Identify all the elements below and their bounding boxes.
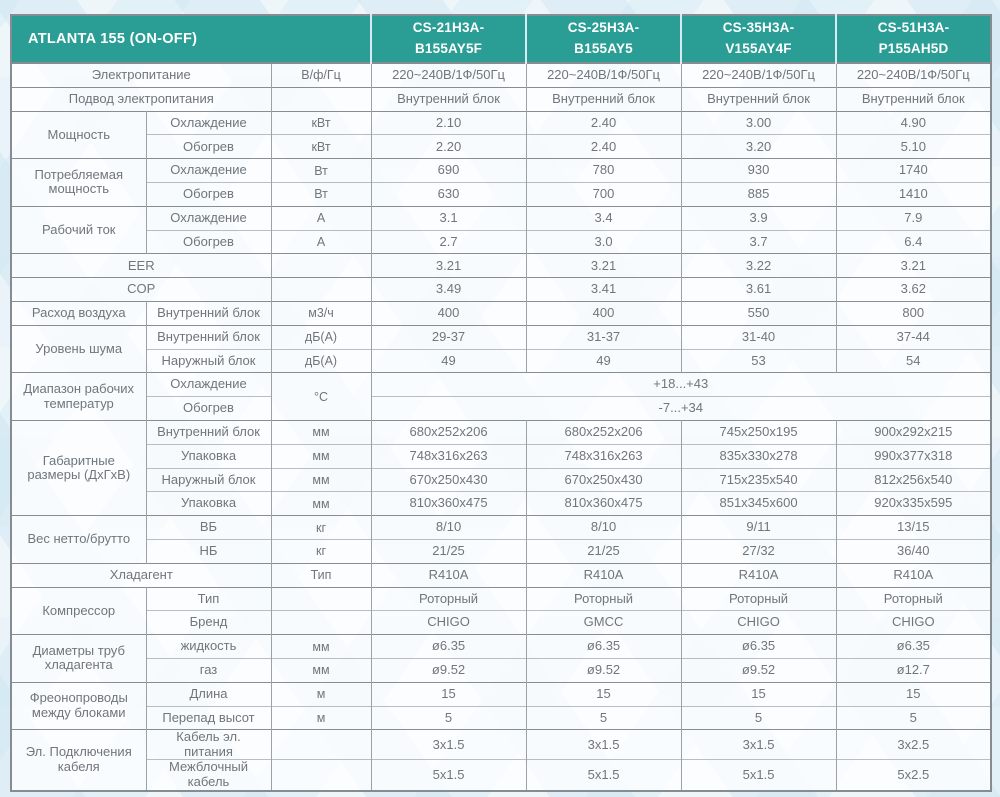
spec-value-cell: 21/25 xyxy=(526,539,681,563)
spec-value-cell: 9/11 xyxy=(681,516,836,540)
spec-value-cell: 810x360x475 xyxy=(526,492,681,516)
spec-value-cell: 3x1.5 xyxy=(371,730,526,760)
spec-value-cell: 3x1.5 xyxy=(526,730,681,760)
spec-value-cell: 3.49 xyxy=(371,278,526,302)
spec-value-cell: 31-37 xyxy=(526,325,681,349)
spec-value-cell: 31-40 xyxy=(681,325,836,349)
spec-unit-cell xyxy=(271,730,371,760)
spec-row xyxy=(11,230,991,254)
spec-row xyxy=(11,539,991,563)
spec-value-cell: 2.40 xyxy=(526,135,681,159)
spec-value-cell: R410A xyxy=(526,563,681,587)
spec-unit-cell: Вт xyxy=(271,182,371,206)
spec-value-cell: 930 xyxy=(681,159,836,183)
spec-value-cell: 700 xyxy=(526,182,681,206)
spec-sub-cell: Длина xyxy=(146,682,271,706)
spec-unit-cell: дБ(А) xyxy=(271,325,371,349)
spec-table-body xyxy=(11,63,991,791)
spec-value-cell: 3.0 xyxy=(526,230,681,254)
spec-row xyxy=(11,206,991,230)
spec-value-cell: 745x250x195 xyxy=(681,420,836,444)
spec-value-cell: 680x252x206 xyxy=(526,420,681,444)
spec-label-cell: Мощность xyxy=(11,111,146,159)
spec-value-cell: 5 xyxy=(681,706,836,730)
spec-row xyxy=(11,301,991,325)
spec-value-cell: ø9.52 xyxy=(526,658,681,682)
spec-value-cell: 812x256x540 xyxy=(836,468,991,492)
spec-value-cell: 3.4 xyxy=(526,206,681,230)
spec-sub-cell: НБ xyxy=(146,539,271,563)
spec-value-cell: 6.4 xyxy=(836,230,991,254)
spec-unit-cell xyxy=(271,87,371,111)
spec-value-cell: ø12.7 xyxy=(836,658,991,682)
spec-value-cell: 2.40 xyxy=(526,111,681,135)
spec-sub-cell: Упаковка xyxy=(146,492,271,516)
spec-value-cell: 3.1 xyxy=(371,206,526,230)
spec-value-cell: ø6.35 xyxy=(681,635,836,659)
spec-value-cell: 220~240В/1Ф/50Гц xyxy=(526,63,681,87)
spec-value-cell: 8/10 xyxy=(371,516,526,540)
spec-unit-cell: мм xyxy=(271,658,371,682)
spec-value-cell: CHIGO xyxy=(836,611,991,635)
spec-label-cell: Габаритные размеры (ДхГхВ) xyxy=(11,420,146,515)
spec-row xyxy=(11,87,991,111)
spec-value-cell: 54 xyxy=(836,349,991,373)
spec-row xyxy=(11,254,991,278)
spec-row xyxy=(11,492,991,516)
spec-sub-cell: Внутренний блок xyxy=(146,420,271,444)
spec-value-cell: 8/10 xyxy=(526,516,681,540)
spec-value-cell: 5x1.5 xyxy=(371,760,526,791)
spec-row xyxy=(11,658,991,682)
spec-value-cell: 220~240В/1Ф/50Гц xyxy=(371,63,526,87)
spec-value-cell: ø6.35 xyxy=(836,635,991,659)
model-column-header xyxy=(681,15,836,63)
spec-unit-cell: кг xyxy=(271,516,371,540)
spec-unit-cell: В/ф/Гц xyxy=(271,63,371,87)
spec-unit-cell: А xyxy=(271,206,371,230)
spec-unit-cell: кВт xyxy=(271,111,371,135)
model-name-line2: V155AY4F xyxy=(725,41,792,56)
spec-label-cell: Подвод электропитания xyxy=(11,87,271,111)
spec-value-cell: 748x316x263 xyxy=(526,444,681,468)
spec-label-cell: Потребляемая мощность xyxy=(11,159,146,207)
spec-unit-cell xyxy=(271,611,371,635)
spec-value-cell: +18...+43 xyxy=(371,373,991,397)
spec-row xyxy=(11,278,991,302)
spec-value-cell: 900x292x215 xyxy=(836,420,991,444)
spec-value-cell: 990x377x318 xyxy=(836,444,991,468)
spec-value-cell: 2.7 xyxy=(371,230,526,254)
spec-table xyxy=(10,14,992,792)
spec-value-cell: 885 xyxy=(681,182,836,206)
spec-value-cell: 4.90 xyxy=(836,111,991,135)
spec-value-cell: 13/15 xyxy=(836,516,991,540)
spec-value-cell: 29-37 xyxy=(371,325,526,349)
spec-value-cell: 5.10 xyxy=(836,135,991,159)
spec-value-cell: 49 xyxy=(371,349,526,373)
spec-unit-cell: Тип xyxy=(271,563,371,587)
spec-row xyxy=(11,63,991,87)
spec-label-cell: Вес нетто/брутто xyxy=(11,516,146,564)
spec-value-cell: 5x1.5 xyxy=(526,760,681,791)
spec-row xyxy=(11,516,991,540)
spec-value-cell: 3.20 xyxy=(681,135,836,159)
spec-sheet xyxy=(10,14,990,792)
spec-value-cell: 3x2.5 xyxy=(836,730,991,760)
spec-value-cell: Внутренний блок xyxy=(371,87,526,111)
spec-value-cell: R410A xyxy=(371,563,526,587)
spec-sub-cell: газ xyxy=(146,658,271,682)
spec-value-cell: ø9.52 xyxy=(681,658,836,682)
spec-value-cell: CHIGO xyxy=(371,611,526,635)
spec-row xyxy=(11,563,991,587)
spec-value-cell: 550 xyxy=(681,301,836,325)
spec-row xyxy=(11,397,991,421)
spec-label-cell: Диапазон рабочих температур xyxy=(11,373,146,421)
model-name-line2: P155AH5D xyxy=(878,41,949,56)
spec-sub-cell: Упаковка xyxy=(146,444,271,468)
spec-sub-cell: Обогрев xyxy=(146,397,271,421)
spec-value-cell: 748x316x263 xyxy=(371,444,526,468)
spec-value-cell: 2.10 xyxy=(371,111,526,135)
spec-value-cell: 49 xyxy=(526,349,681,373)
spec-row xyxy=(11,760,991,791)
spec-sub-cell: Кабель эл. питания xyxy=(146,730,271,760)
spec-value-cell: 220~240В/1Ф/50Гц xyxy=(836,63,991,87)
spec-value-cell: 37-44 xyxy=(836,325,991,349)
spec-row xyxy=(11,135,991,159)
spec-sub-cell: Обогрев xyxy=(146,182,271,206)
spec-value-cell: 920x335x595 xyxy=(836,492,991,516)
model-column-header xyxy=(526,15,681,63)
model-name-line1: CS-21H3A- xyxy=(412,20,485,36)
spec-value-cell: Роторный xyxy=(371,587,526,611)
spec-value-cell: 810x360x475 xyxy=(371,492,526,516)
spec-value-cell: 3.21 xyxy=(836,254,991,278)
spec-value-cell: 3.00 xyxy=(681,111,836,135)
spec-value-cell: 7.9 xyxy=(836,206,991,230)
spec-value-cell: 680x252x206 xyxy=(371,420,526,444)
spec-sub-cell: Межблочный кабель xyxy=(146,760,271,791)
spec-value-cell: Роторный xyxy=(681,587,836,611)
spec-label-cell: Расход воздуха xyxy=(11,301,146,325)
model-name-line1: CS-51H3A- xyxy=(877,20,950,36)
spec-value-cell: Внутренний блок xyxy=(526,87,681,111)
spec-label-cell: Компрессор xyxy=(11,587,146,635)
spec-unit-cell: кг xyxy=(271,539,371,563)
spec-unit-cell xyxy=(271,278,371,302)
spec-value-cell: 53 xyxy=(681,349,836,373)
spec-value-cell: 21/25 xyxy=(371,539,526,563)
spec-label-cell: EER xyxy=(11,254,271,278)
model-name-line2: B155AY5F xyxy=(414,41,483,56)
spec-unit-cell xyxy=(271,760,371,791)
spec-value-cell: 800 xyxy=(836,301,991,325)
spec-value-cell: 835x330x278 xyxy=(681,444,836,468)
spec-value-cell: 15 xyxy=(371,682,526,706)
spec-value-cell: 670x250x430 xyxy=(371,468,526,492)
spec-sub-cell: Перепад высот xyxy=(146,706,271,730)
spec-value-cell: 5 xyxy=(526,706,681,730)
spec-value-cell: 1410 xyxy=(836,182,991,206)
spec-sub-cell: Наружный блок xyxy=(146,468,271,492)
spec-row xyxy=(11,373,991,397)
spec-row xyxy=(11,182,991,206)
spec-sub-cell: Наружный блок xyxy=(146,349,271,373)
spec-sub-cell: Обогрев xyxy=(146,230,271,254)
spec-value-cell: Внутренний блок xyxy=(836,87,991,111)
spec-row xyxy=(11,159,991,183)
spec-value-cell: 715x235x540 xyxy=(681,468,836,492)
spec-unit-cell: м3/ч xyxy=(271,301,371,325)
spec-value-cell: ø9.52 xyxy=(371,658,526,682)
spec-value-cell: R410A xyxy=(836,563,991,587)
spec-row xyxy=(11,635,991,659)
spec-label-cell: Хладагент xyxy=(11,563,271,587)
spec-sub-cell: ВБ xyxy=(146,516,271,540)
spec-unit-cell: кВт xyxy=(271,135,371,159)
spec-unit-cell: дБ(А) xyxy=(271,349,371,373)
spec-unit-cell: °C xyxy=(271,373,371,421)
spec-value-cell: 27/32 xyxy=(681,539,836,563)
spec-unit-cell xyxy=(271,254,371,278)
spec-value-cell: 15 xyxy=(836,682,991,706)
model-column-header xyxy=(371,15,526,63)
spec-value-cell: 400 xyxy=(371,301,526,325)
header-row xyxy=(11,15,991,63)
spec-row xyxy=(11,111,991,135)
spec-value-cell: 3.21 xyxy=(526,254,681,278)
spec-sub-cell: жидкость xyxy=(146,635,271,659)
spec-label-cell: Диаметры труб хладагента xyxy=(11,635,146,683)
spec-unit-cell xyxy=(271,587,371,611)
spec-value-cell: -7...+34 xyxy=(371,397,991,421)
spec-value-cell: 3.7 xyxy=(681,230,836,254)
spec-row xyxy=(11,682,991,706)
spec-sub-cell: Охлаждение xyxy=(146,373,271,397)
spec-value-cell: 15 xyxy=(681,682,836,706)
spec-sub-cell: Внутренний блок xyxy=(146,325,271,349)
spec-label-cell: Уровень шума xyxy=(11,325,146,373)
spec-unit-cell: А xyxy=(271,230,371,254)
spec-label-cell: Электропитание xyxy=(11,63,271,87)
spec-value-cell: 400 xyxy=(526,301,681,325)
spec-value-cell: 36/40 xyxy=(836,539,991,563)
spec-sub-cell: Обогрев xyxy=(146,135,271,159)
spec-label-cell: Фреонопроводы между блоками xyxy=(11,682,146,730)
spec-value-cell: 780 xyxy=(526,159,681,183)
spec-row xyxy=(11,587,991,611)
spec-value-cell: 2.20 xyxy=(371,135,526,159)
spec-row xyxy=(11,706,991,730)
spec-unit-cell: мм xyxy=(271,420,371,444)
spec-unit-cell: мм xyxy=(271,468,371,492)
spec-sub-cell: Охлаждение xyxy=(146,111,271,135)
spec-value-cell: Внутренний блок xyxy=(681,87,836,111)
spec-sub-cell: Внутренний блок xyxy=(146,301,271,325)
spec-value-cell: 1740 xyxy=(836,159,991,183)
spec-value-cell: 630 xyxy=(371,182,526,206)
spec-label-cell: COP xyxy=(11,278,271,302)
spec-unit-cell: Вт xyxy=(271,159,371,183)
spec-value-cell: ø6.35 xyxy=(526,635,681,659)
spec-row xyxy=(11,420,991,444)
spec-sub-cell: Бренд xyxy=(146,611,271,635)
product-series-title: ATLANTA 155 (ON-OFF) xyxy=(11,15,371,63)
spec-value-cell: 3.21 xyxy=(371,254,526,278)
spec-value-cell: 3x1.5 xyxy=(681,730,836,760)
model-column-header xyxy=(836,15,991,63)
spec-value-cell: ø6.35 xyxy=(371,635,526,659)
model-name-line1: CS-25H3A- xyxy=(567,20,640,36)
spec-value-cell: 3.61 xyxy=(681,278,836,302)
spec-value-cell: 690 xyxy=(371,159,526,183)
spec-value-cell: CHIGO xyxy=(681,611,836,635)
spec-value-cell: 3.41 xyxy=(526,278,681,302)
spec-value-cell: 5x2.5 xyxy=(836,760,991,791)
spec-sub-cell: Тип xyxy=(146,587,271,611)
model-name-line2: B155AY5 xyxy=(574,41,633,56)
spec-value-cell: 3.9 xyxy=(681,206,836,230)
spec-row xyxy=(11,444,991,468)
spec-value-cell: 3.22 xyxy=(681,254,836,278)
spec-value-cell: 5 xyxy=(371,706,526,730)
spec-sub-cell: Охлаждение xyxy=(146,206,271,230)
spec-value-cell: GMCC xyxy=(526,611,681,635)
spec-unit-cell: мм xyxy=(271,492,371,516)
spec-value-cell: 670x250x430 xyxy=(526,468,681,492)
spec-unit-cell: м xyxy=(271,706,371,730)
spec-value-cell: 5 xyxy=(836,706,991,730)
spec-label-cell: Эл. Подключения кабеля xyxy=(11,730,146,791)
spec-unit-cell: мм xyxy=(271,635,371,659)
spec-row xyxy=(11,349,991,373)
spec-sub-cell: Охлаждение xyxy=(146,159,271,183)
spec-value-cell: 851x345x600 xyxy=(681,492,836,516)
spec-row xyxy=(11,325,991,349)
spec-row xyxy=(11,730,991,760)
spec-label-cell: Рабочий ток xyxy=(11,206,146,254)
spec-value-cell: 5x1.5 xyxy=(681,760,836,791)
spec-value-cell: R410A xyxy=(681,563,836,587)
spec-value-cell: Роторный xyxy=(526,587,681,611)
spec-value-cell: 3.62 xyxy=(836,278,991,302)
spec-unit-cell: м xyxy=(271,682,371,706)
spec-row xyxy=(11,468,991,492)
spec-value-cell: 15 xyxy=(526,682,681,706)
spec-row xyxy=(11,611,991,635)
spec-value-cell: Роторный xyxy=(836,587,991,611)
model-name-line1: CS-35H3A- xyxy=(722,20,795,36)
spec-unit-cell: мм xyxy=(271,444,371,468)
spec-value-cell: 220~240В/1Ф/50Гц xyxy=(681,63,836,87)
